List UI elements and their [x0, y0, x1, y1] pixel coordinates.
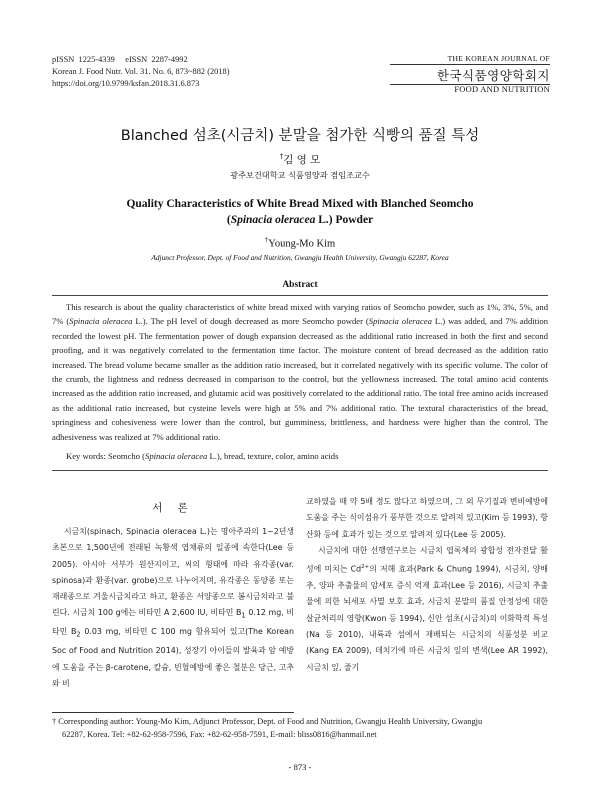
english-affiliation: Adjunct Professor, Dept. of Food and Nutrition, Gwangju Health University, Gwangju 62287, Korea: [151, 253, 449, 262]
page-number: - 873 -: [288, 762, 312, 772]
abstract-top-rule: [52, 295, 548, 296]
doi-link[interactable]: https://doi.org/10.9799/ksfan.2018.31.6.873: [52, 79, 200, 88]
abstract-body: This research is about the quality characteristics of white bread mixed with varying ratios of Seomcho powder, such as 1%, 3%, 5%, and 7% (Spinacia oleracea L.). The pH level of dough decreased as more Seomcho powder (Spinacia oleracea L.) was added, and 7% addition recorded the lowest pH. The fermentation power of dough expansion decreased as the additional ratio increased in both the first and second proofing, and it was negatively correlated to the fermentation time factor. The moisture content of bread decreased as the addition ratio increased. The bread volume became smaller as the addition ratio increased, but it correlated negatively with its specific volume. The color of the crumb, the lightness and redness decreased in comparison to the control, but the yellowness increased. The total amino acid contents increased as the addition ratio increased, and glutamic acid was positively correlated to the additional ratio. The total free amino acids increased as the additional ratio increased, but cysteine levels were high at 5% and 7% additional ratio. The textural characteristics of the bread, springiness and cohesiveness were lower than the control, but gumminess, brittleness, and hardness were higher than the control. The adhesiveness was realized at 7% additional ratio.: [52, 302, 548, 442]
korean-affiliation: 광주보건대학교 식품영양과 겸임조교수: [230, 170, 370, 180]
journal-name-top: THE KOREAN JOURNAL OF: [390, 54, 550, 65]
abstract-bottom-rule: [52, 470, 548, 471]
paragraph: 교하였을 때 약 5배 정도 많다고 하였으며, 그 외 무기질과 변비예방에 도움을 주는 식이섬유가 풍부한 것으로 알려져 있고(Kim 등 1993), 항산화 등에 효과가 있는 것으로 알려져 있다(Lee 등 2005).: [306, 497, 548, 539]
english-title-line2: (Spinacia oleracea L.) Powder: [226, 214, 374, 226]
body-right-column: [306, 494, 548, 676]
keywords: Key words: Seomcho (Spinacia oleracea L.), bread, texture, color, amino acids: [66, 451, 339, 461]
corresponding-mark-en: †: [264, 236, 269, 244]
journal-name-bottom: FOOD AND NUTRITION: [390, 84, 550, 94]
corresponding-mark: †: [279, 152, 284, 161]
journal-name-korean: 한국식품영양학회지: [436, 68, 550, 83]
article-header: [52, 54, 230, 90]
issn-line: pISSN 1225-4339 eISSN 2287-4992: [52, 55, 188, 64]
english-title: [80, 196, 520, 228]
paragraph: 시금치(spinach, Spinacia oleracea L.)는 명아주과의 1~2년생 초본으로 1,500년에 전래된 녹황색 엽채류의 일종에 속한다(Lee 등 2005). 아시아 서부가 원산지이고, 씨의 형태에 따라 유각종(var. spinosa)과 환종(var. grobe)으로 나누어지며, 유각종은 동양종 또는 재래종으로 겨울시금치라고 하고, 환종은 서양종으로 봄시금치라고 불린다. 시금치 100 g에는 비타민 A 2,600 IU, 비타민 $B_1$ 0.12 mg, 비타민 $B_2$ 0.03 mg, 비타민 C 100 mg 함유되어 있고(The Korean Soc of Food and Nutrition 2014), 성장기 아이들의 발육과 암 예방에 도움을 주는 β-carotene, 칼슘, 빈혈예방에 좋은 철분은 당근, 고추와 비: [52, 527, 294, 688]
journal-logo: [390, 54, 550, 94]
korean-author-name: 김 영 모: [283, 154, 321, 166]
footnote-rule: [52, 712, 294, 713]
body-left-column: [52, 524, 294, 692]
korean-title: Blanched 섬초(시금치) 분말을 첨가한 식빵의 품질 특성: [120, 128, 480, 144]
species-name: Spinacia oleracea: [230, 214, 316, 226]
citation-line: Korean J. Food Nutr. Vol. 31. No. 6, 873~882 (2018): [52, 67, 230, 76]
korean-author: [0, 152, 600, 167]
section-heading-introduction: 서 론: [152, 502, 194, 514]
abstract-heading: Abstract: [282, 280, 318, 290]
english-author-name: Young-Mo Kim: [268, 238, 336, 250]
corresponding-author-footnote: † Corresponding author: Young-Mo Kim, Adjunct Professor, Dept. of Food and Nutrition, Gwangju Health University, Gwangju 62287, Korea. Tel: +82-62-958-7596, Fax: +82-62-958-7591, E-mail: bliss0816@hanmail.net: [52, 717, 483, 739]
english-title-line1: Quality Characteristics of White Bread Mixed with Blanched Seomcho: [126, 198, 474, 210]
paragraph: 시금치에 대한 선행연구로는 시금치 엽록체의 광합성 전자전달 활성에 미치는 $Cd^{2+}$의 저해 효과(Park & Chung 1994), 시금치, 양배추, 양파 추출물의 암세포 증식 억제 효과(Lee 등 2016), 시금치 추출물에 의한 뇌세포 사멸 보호 효과, 시금치 분말의 품질 안정성에 대한 살균처리의 영향(Kwon 등 1994), 신안 섬초(시금치)의 이화학적 특성(Na 등 2010), 내륙과 섬에서 재배되는 시금치의 식품성분 비교(Kang EA 2009), 데치기에 따른 시금치 잎의 변색(Lee AR 1992), 시금치 잎, 줄기: [306, 545, 548, 672]
english-author: [0, 236, 600, 250]
footnote-mark: †: [52, 717, 57, 726]
